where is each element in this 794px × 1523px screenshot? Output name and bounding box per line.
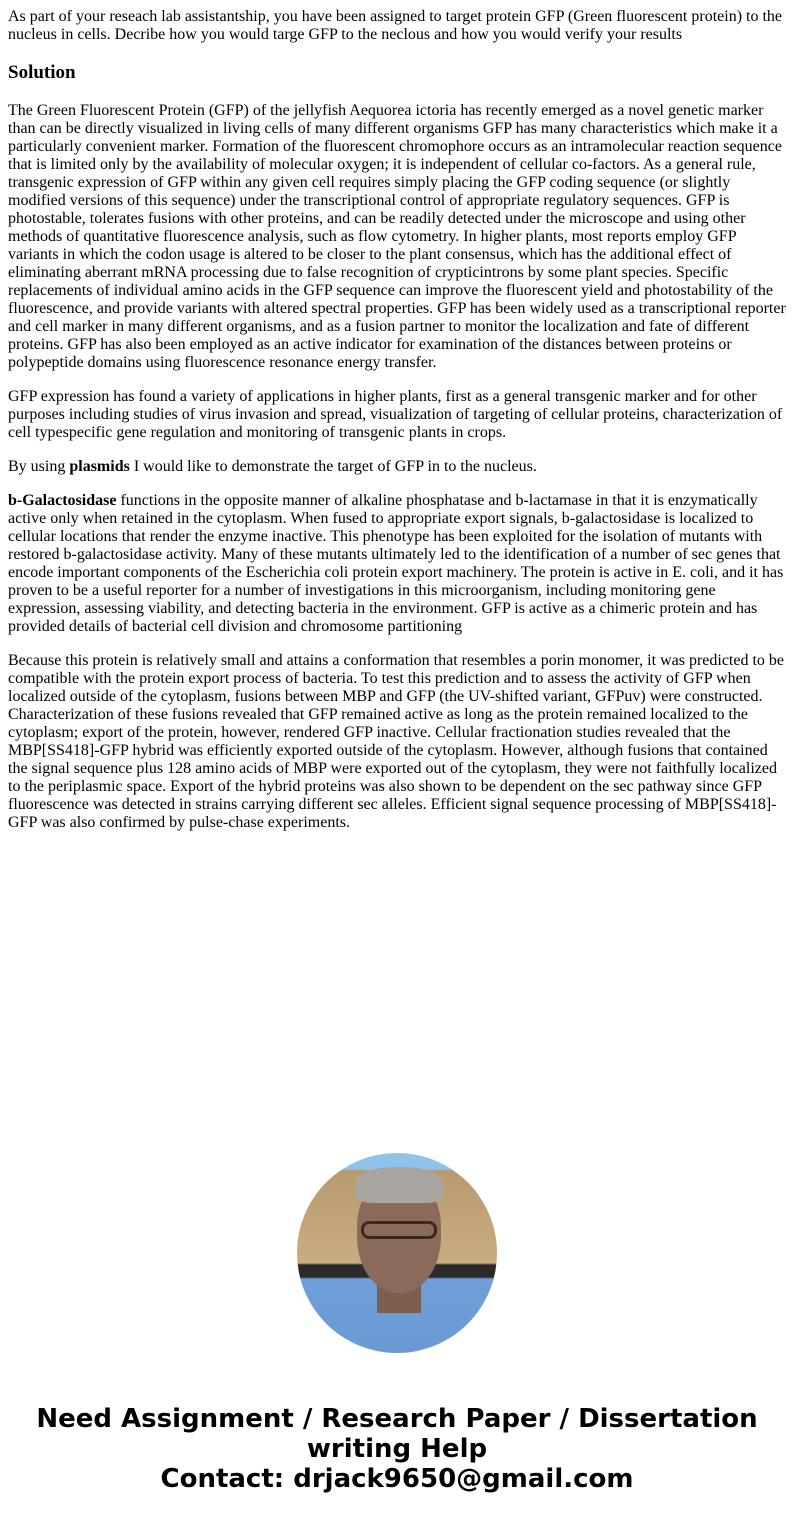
paragraph-1: The Green Fluorescent Protein (GFP) of the jellyfish Aequorea ictoria has recently emerged as a novel genetic marker than can be directly visualized in living cells of many different organisms GFP has many characteristics which make it a particularly convenient marker. Formation of the fluorescent chromophore occurs as an intramolecular reaction sequence that is limited only by the availability of molecular oxygen; it is independent of cellular co-factors. As a general rule, transgenic expression of GFP within any given cell requires simply placing the GFP coding sequence (or slightly modified versions of this sequence) under the transcriptional control of appropriate regulatory sequences. GFP is photostable, tolerates fusions with other proteins, and can be readily detected under the microscope and using other methods of quantitative fluorescence analysis, such as flow cytometry. In higher plants, most reports employ GFP variants in which the codon usage is altered to be closer to the plant consensus, which has the additional effect of eliminating aberrant mRNA processing due to false recognition of crypticintrons by some plant species. Specific replacements of individual amino acids in the GFP sequence can improve the fluorescent yield and photostability of the fluorescence, and provide variants with altered spectral properties. GFP has been widely used as a transcriptional reporter and cell marker in many different organisms, and as a fusion partner to monitor the localization and fate of different proteins. GFP has also been employed as an active indicator for examination of the distances between proteins or polypeptide domains using fluorescence resonance energy transfer. [8, 102, 786, 371]
paragraph-4-text: functions in the opposite manner of alkaline phosphatase and b-lactamase in that it is enzymatically active only when retained in the cytoplasm. When fused to appropriate export signals, b-galactosidase is localized to cellular locations that render the enzyme inactive. This phenotype has been exploited for the isolation of mutants with restored b-galactosidase activity. Many of these mutants ultimately led to the identification of a number of sec genes that encode important components of the Escherichia coli protein export machinery. The protein is active in E. coli, and it has proven to be a useful reporter for a number of investigations in this microorganism, including monitoring gene expression, assessing viability, and detecting bacteria in the environment. GFP is active as a chimeric protein and has provided details of bacterial cell division and chromosome partitioning [8, 492, 784, 635]
banner-line-1: Need Assignment / Research Paper / Dissertation writing Help [36, 1404, 758, 1464]
paragraph-3-text: I would like to demonstrate the target of GFP in to the nucleus. [129, 458, 537, 475]
author-photo [297, 1153, 497, 1353]
banner-contact: Contact: drjack9650@gmail.com [160, 1464, 634, 1494]
paragraph-2: GFP expression has found a variety of applications in higher plants, first as a general transgenic marker and for other purposes including studies of virus invasion and spread, visualization of targeting of cellular proteins, characterization of cell typespecific gene regulation and monitoring of transgenic plants in crops. [8, 388, 783, 441]
paragraph-3-pre: By using [8, 458, 70, 475]
paragraph-3-bold: plasmids [69, 458, 130, 475]
contact-banner [0, 1404, 794, 1494]
paragraph-5: Because this protein is relatively small and attains a conformation that resembles a porin monomer, it was predicted to be compatible with the protein export process of bacteria. To test this prediction and to assess the activity of GFP when localized outside of the cytoplasm, fusions between MBP and GFP (the UV-shifted variant, GFPuv) were constructed. Characterization of these fusions revealed that GFP remained active as long as the protein remained localized to the cytoplasm; export of the protein, however, rendered GFP inactive. Cellular fractionation studies revealed that the MBP[SS418]-GFP hybrid was efficiently exported outside of the cytoplasm. However, although fusions that contained the signal sequence plus 128 amino acids of MBP were exported out of the cytoplasm, they were not faithfully localized to the periplasmic space. Export of the hybrid proteins was also shown to be dependent on the sec pathway since GFP fluorescence was detected in strains carrying different sec alleles. Efficient signal sequence processing of MBP[SS418]-GFP was also confirmed by pulse-chase experiments. [8, 652, 785, 831]
photo-hair [355, 1167, 443, 1203]
paragraph-4-bold: b-Galactosidase [8, 492, 117, 509]
paragraph-4 [8, 492, 786, 636]
paragraph-3 [8, 458, 786, 476]
photo-glasses [361, 1221, 437, 1239]
question-text: As part of your reseach lab assistantship, you have been assigned to target protein GFP (Green fluorescent protein) to the nucleus in cells. Decribe how you would targe GFP to the neclous and how you would verify your results [8, 8, 783, 43]
solution-heading: Solution [8, 62, 76, 83]
